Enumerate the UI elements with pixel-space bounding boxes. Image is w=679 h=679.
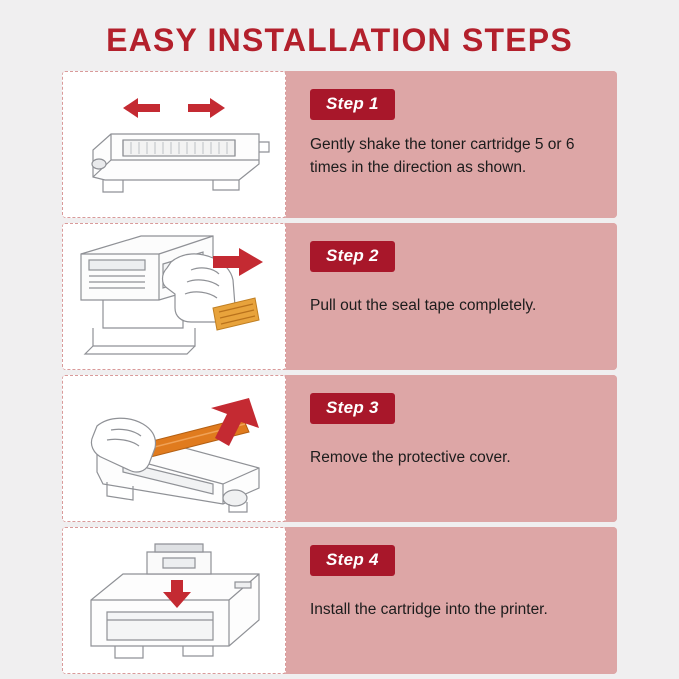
step-text-panel (286, 527, 617, 674)
step-description: Install the cartridge into the printer. (310, 601, 548, 618)
step-description: Pull out the seal tape completely. (310, 297, 537, 314)
arrow-left-icon (123, 98, 160, 118)
step-text-panel (286, 375, 617, 522)
step2-graphic (63, 224, 285, 369)
step-badge: Step 3 (310, 393, 395, 424)
steps-list (0, 65, 679, 674)
step-description: Remove the protective cover. (310, 449, 511, 466)
step3-graphic (63, 376, 285, 521)
step-row (62, 71, 617, 218)
step4-graphic (63, 528, 285, 673)
step-badge: Step 1 (310, 89, 395, 120)
cartridge-icon (147, 544, 211, 574)
pull-seal-tape-illustration (62, 223, 286, 370)
step1-graphic (63, 72, 285, 217)
step-text-panel (286, 223, 617, 370)
step-row (62, 527, 617, 674)
step-description: Gently shake the toner cartridge 5 or 6 times in the direction as shown. (310, 136, 575, 177)
step-text-panel (286, 71, 617, 218)
step-badge: Step 4 (310, 545, 395, 576)
arrow-up-right-icon (211, 398, 259, 446)
page-title: EASY INSTALLATION STEPS (106, 22, 573, 58)
toner-cartridge-shake-illustration (62, 71, 286, 218)
step-badge: Step 2 (310, 241, 395, 272)
step-row (62, 223, 617, 370)
step-row (62, 375, 617, 522)
remove-protective-cover-illustration (62, 375, 286, 522)
toner-cartridge-icon (92, 134, 269, 192)
install-cartridge-printer-illustration (62, 527, 286, 674)
arrow-right-icon (188, 98, 225, 118)
